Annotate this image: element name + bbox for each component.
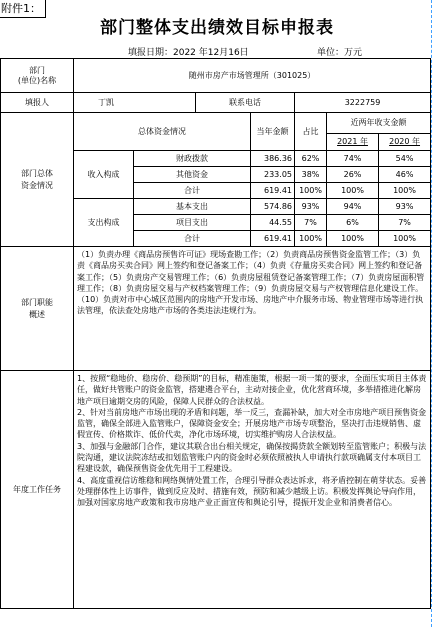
- year-2021: 2021 年: [337, 137, 368, 146]
- expense-2020: 7%: [379, 215, 431, 231]
- expense-name: 项目支出: [134, 215, 251, 231]
- annual-text: 1、按照“稳地价、稳房价、稳预期”的目标，精准施策，根据一项一策的要求，全面压实项目主体责任，做好共管账户的资金监管，搭建遴合平台，主动对接企业，优化营商环境，多举措推进化解房地产项目逾期交房的风险，保障人民群众的合法权益。 2、针对当前房地产市场出现的矛盾和问题，举一反三，查漏补缺，加大对全市房地产项目预售资金监管，确保全部进入监管账户，保障资金安全；开展房地产市场专项整治，坚决打击违规销售、虚假宣传、价格欺诈、低价代卖，净化市场环境，切实维护购房人合法权益。 3、加强与金融部门合作，建议其联合出台相关规定，确保按揭贷款全额划转至监管账户；积极与法院沟通，建议法院冻结或扣划监管账户内的资金时必须依照被执人申请执行款项确属支付本项目工程建设款，确保预售资金优先用于工程建设。 4、高度重视信访维稳和网络舆情处置工作，合理引导群众表达诉求，将矛盾控制在萌芽状态。妥善处理群体性上访事件，做到反应及时、措施有效，预防和减少越级上访。积极发挥舆论导向作用，加强对国家房地产政策和我市房地产业正面宣传和舆论引导，提振开发企业和消费者信心。: [74, 371, 431, 609]
- income-2020: 54%: [379, 151, 431, 167]
- overall-funds-label: 总体资金情况: [74, 113, 251, 151]
- income-name: 合计: [134, 183, 251, 199]
- duties-text: （1）负责办理《商品房预售许可证》现场查勘工作；（2）负责商品房预售资金监管工作；（3）负责《商品房买卖合同》网上签约和登记备案工作；（4）负责《存量房买卖合同》网上签约和登记备案工作；（5）负责房产交易管理工作；（6）负责房屋租赁登记备案管理工作；（7）负责房屋面积管理工作；（8）负责房屋交易与产权档案管理工作；（9）负责房屋交易与产权管理信息化建设工作。（10）负责对市中心城区范围内的房地产开发市场、房地产中介服务市场、物业管理市场等进行执法管理，依法查处房地产市场的各类违法违规行为。: [74, 247, 431, 371]
- attachment-label: 附件1：: [0, 0, 46, 18]
- funds-section-label: 部门总体 资金情况: [1, 113, 74, 247]
- unit-label: 单位：万元: [317, 48, 363, 58]
- page-title: 部门整体支出绩效目标申报表: [100, 18, 334, 38]
- phone-label: 联系电话: [196, 93, 295, 113]
- income-ratio: 62%: [295, 151, 327, 167]
- expense-2021: 94%: [327, 199, 379, 215]
- income-2021: 74%: [327, 151, 379, 167]
- performance-table: [0, 58, 431, 609]
- filler-row: [1, 93, 431, 113]
- page-border-dashed: [431, 0, 432, 627]
- expense-ratio: 7%: [295, 215, 327, 231]
- duties-label: 部门职能 概述: [1, 247, 74, 371]
- expense-2020: 100%: [379, 231, 431, 247]
- filler-label: 填报人: [1, 93, 74, 113]
- recent-years-label: 近两年收支金额: [327, 113, 430, 134]
- dept-label: 部门 (单位)名称: [1, 59, 74, 93]
- income-name: 财政拨款: [134, 151, 251, 167]
- income-amount: 619.41: [251, 183, 295, 199]
- amount-header: 当年金额: [251, 113, 295, 151]
- expense-ratio: 100%: [295, 231, 327, 247]
- income-amount: 386.36: [251, 151, 295, 167]
- income-amount: 233.05: [251, 167, 295, 183]
- income-ratio: 100%: [295, 183, 327, 199]
- dept-row: [1, 59, 431, 93]
- expense-label: 支出构成: [74, 199, 134, 247]
- expense-2020: 93%: [379, 199, 431, 215]
- filler-value: 丁凯: [74, 93, 196, 113]
- expense-2021: 100%: [327, 231, 379, 247]
- expense-amount: 619.41: [251, 231, 295, 247]
- income-label: 收入构成: [74, 151, 134, 199]
- funds-header-row: [1, 113, 431, 151]
- income-ratio: 38%: [295, 167, 327, 183]
- ratio-header: 占比: [295, 113, 327, 151]
- income-2021: 26%: [327, 167, 379, 183]
- dept-value: 随州市房产市场管理所（301025）: [74, 59, 431, 93]
- expense-2021: 6%: [327, 215, 379, 231]
- income-2021: 100%: [327, 183, 379, 199]
- expense-ratio: 93%: [295, 199, 327, 215]
- year-2020: 2020 年: [389, 137, 421, 146]
- duties-row: [1, 247, 431, 371]
- expense-amount: 44.55: [251, 215, 295, 231]
- income-2020: 100%: [379, 183, 431, 199]
- expense-amount: 574.86: [251, 199, 295, 215]
- income-name: 其他资金: [134, 167, 251, 183]
- recent-years-header: [327, 113, 431, 151]
- expense-name: 基本支出: [134, 199, 251, 215]
- annual-label: 年度工作任务: [1, 371, 74, 609]
- annual-row: [1, 371, 431, 609]
- expense-name: 合计: [134, 231, 251, 247]
- phone-value: 3222759: [295, 93, 431, 113]
- fill-date: 填报日期：2022 年12月16日: [128, 48, 249, 58]
- income-2020: 46%: [379, 167, 431, 183]
